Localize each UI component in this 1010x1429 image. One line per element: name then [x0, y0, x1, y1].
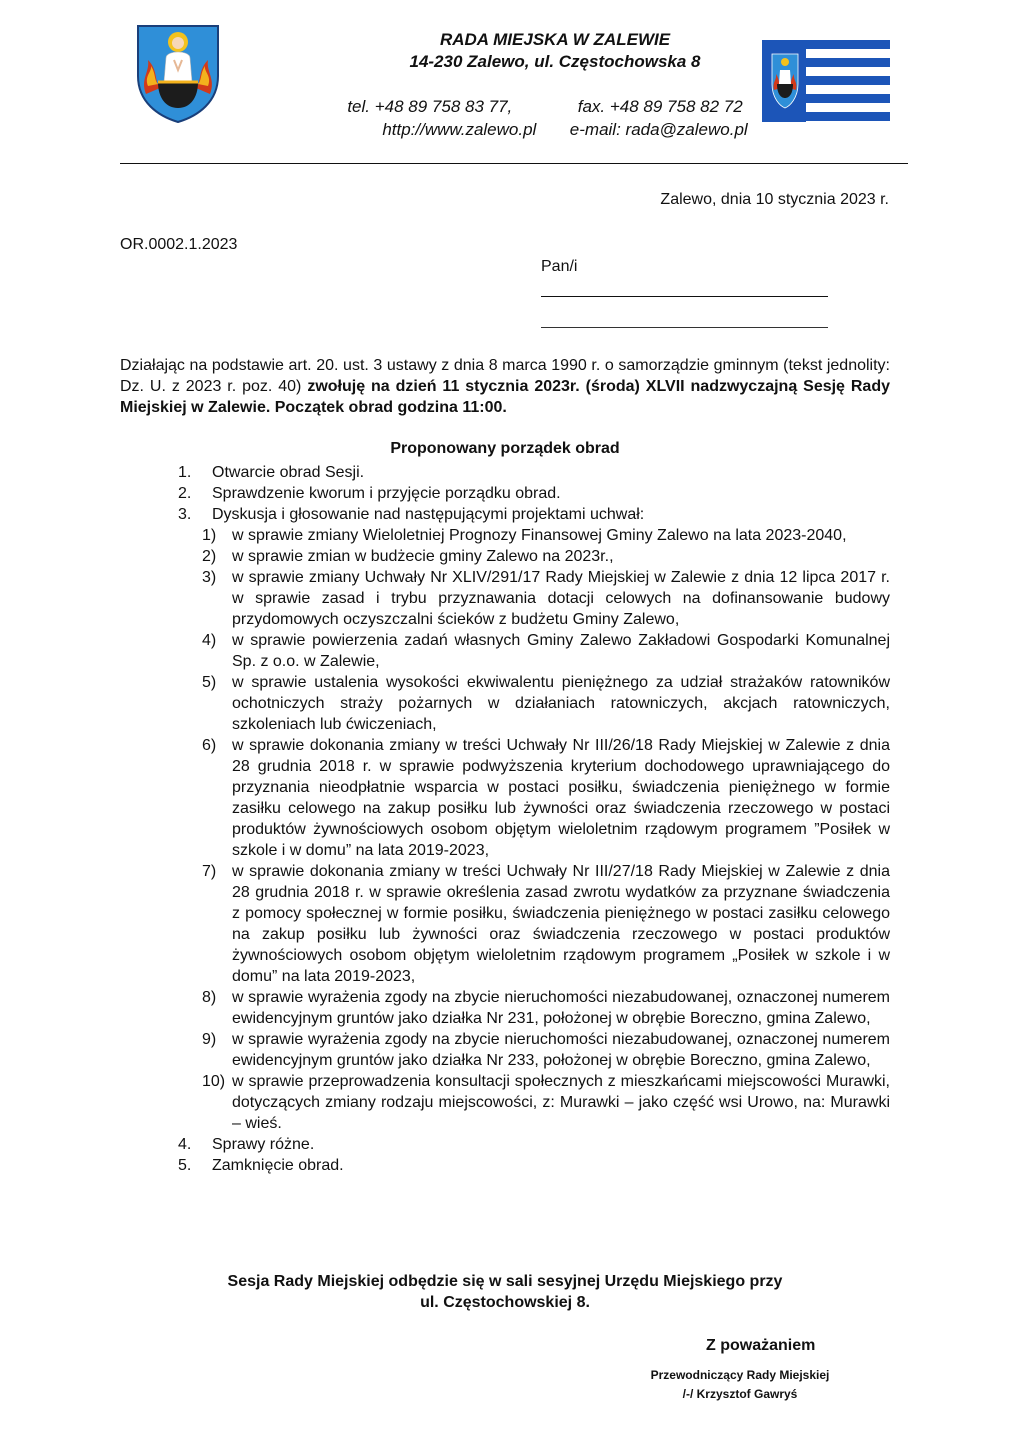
resolution-number: 5) — [202, 674, 217, 691]
resolution-item — [202, 630, 890, 672]
website-link[interactable]: http://www.zalewo.pl — [382, 120, 537, 139]
session-location-line: Sesja Rady Miejskiej odbędzie się w sali sesyjnej Urzędu Miejskiego przy — [227, 1273, 783, 1290]
agenda-item-text: Sprawy różne. — [212, 1136, 315, 1153]
agenda-item — [178, 483, 890, 504]
recipient-label: Pan/i — [541, 258, 578, 275]
agenda-item-number: 1. — [178, 464, 192, 481]
resolution-item — [202, 567, 890, 630]
resolution-item — [202, 672, 890, 735]
session-location-line: ul. Częstochowskiej 8. — [420, 1294, 590, 1311]
chairman-name: /-/ Krzysztof Gawryś — [682, 1387, 798, 1401]
phone-number: tel. +48 89 758 83 77, — [347, 97, 513, 116]
agenda-item — [178, 504, 890, 525]
resolution-text: w sprawie powierzenia zadań własnych Gminy Zalewo Zakładowi Gospodarki Komunalnej Sp. z o.o. w Zalewie, — [232, 632, 890, 670]
resolution-text: w sprawie dokonania zmiany w treści Uchwały Nr III/27/18 Rady Miejskiej w Zalewie z dnia 28 grudnia 2018 r. w sprawie określenia zasad zwrotu wydatków za przyznane świadczenia z pomocy społecznej w formie posiłku, świadczenia pieniężnego w postaci zasiłku celowego na zakup posiłku lub żywności oraz świadczenia rzeczowego w postaci produktów żywnościowych osobom objętym wieloletnim rządowym programem „Posiłek w szkole i w domu” na lata 2019-2023, — [232, 863, 890, 985]
resolution-text: w sprawie dokonania zmiany w treści Uchwały Nr III/26/18 Rady Miejskiej w Zalewie z dnia 28 grudnia 2018 r. w sprawie podwyższenia kryterium dochodowego uprawniającego do przyznania nieodpłatnie wsparcia w postaci posiłku, świadczenia pieniężnego w formie zasiłku celowego na zakup posiłku lub żywności oraz świadczenia rzeczowego w postaci produktów żywnościowych osobom objętym wieloletnim rządowym programem ”Posiłek w szkole i w domu” na lata 2019-2023, — [232, 737, 890, 859]
resolution-number: 10) — [202, 1073, 226, 1090]
agenda-title: Proponowany porządek obrad — [390, 440, 620, 457]
resolution-number: 1) — [202, 527, 217, 544]
chairman-title: Przewodniczący Rady Miejskiej — [650, 1368, 830, 1382]
email-link[interactable]: e-mail: rada@zalewo.pl — [569, 120, 748, 139]
agenda-item — [178, 1155, 890, 1176]
agenda-item-number: 5. — [178, 1157, 192, 1174]
agenda-item-number: 2. — [178, 485, 192, 502]
resolution-number: 6) — [202, 737, 217, 754]
council-name: RADA MIEJSKA W ZALEWIE — [439, 30, 671, 49]
agenda-item — [178, 1134, 890, 1155]
resolution-item — [202, 1029, 890, 1071]
resolution-number: 9) — [202, 1031, 217, 1048]
agenda-item-number: 4. — [178, 1136, 192, 1153]
intro-paragraph — [120, 355, 890, 418]
session-location — [0, 1271, 1010, 1313]
town-flag-icon — [762, 40, 890, 122]
resolution-item — [202, 546, 890, 567]
fax-number: fax. +48 89 758 82 72 — [577, 97, 743, 116]
recipient-line — [541, 327, 828, 328]
resolution-number: 2) — [202, 548, 217, 565]
council-address: 14-230 Zalewo, ul. Częstochowska 8 — [409, 52, 701, 71]
recipient-line — [541, 296, 828, 297]
resolution-text: w sprawie ustalenia wysokości ekwiwalentu pieniężnego za udział strażaków ratowników ochotniczych straży pożarnych w działaniach ratowniczych, akcjach ratowniczych, szkoleniach lub ćwiczeniach, — [232, 674, 890, 733]
resolution-number: 7) — [202, 863, 217, 880]
resolution-list — [202, 525, 890, 1134]
agenda-item-text: Sprawdzenie kworum i przyjęcie porządku obrad. — [212, 485, 561, 502]
resolution-text: w sprawie zmiany Uchwały Nr XLIV/291/17 Rady Miejskiej w Zalewie z dnia 12 lipca 2017 r. w sprawie zasad i trybu przyznawania dotacji celowych na dofinansowanie budowy przydomowych oczyszczalni ścieków z budżetu Gminy Zalewo, — [232, 569, 890, 628]
intro-convocation: zwołuję na dzień 11 stycznia 2023r. (środa) XLVII nadzwyczajną Sesję Rady Miejskiej w Zalewie. Początek obrad godzina 11:00. — [120, 378, 891, 416]
resolution-text: w sprawie przeprowadzenia konsultacji społecznych z mieszkańcami miejscowości Murawki, dotyczących zmiany rodzaju miejscowości, z: Murawki – jako część wsi Urowo, na: Murawki – wieś. — [232, 1073, 890, 1132]
document-signature: OR.0002.1.2023 — [120, 236, 238, 253]
resolution-text: w sprawie wyrażenia zgody na zbycie nieruchomości niezabudowanej, oznaczonej numerem ewidencyjnym gruntów jako działka Nr 233, położonej w obrębie Boreczno, gmina Zalewo, — [232, 1031, 890, 1069]
agenda-list — [178, 462, 890, 1176]
resolution-text: w sprawie zmiany Wieloletniej Prognozy Finansowej Gminy Zalewo na lata 2023-2040, — [232, 527, 847, 544]
resolution-number: 4) — [202, 632, 217, 649]
document-date: Zalewo, dnia 10 stycznia 2023 r. — [660, 191, 889, 208]
agenda-item — [178, 462, 890, 483]
resolution-item — [202, 861, 890, 987]
resolution-item — [202, 525, 890, 546]
resolution-number: 3) — [202, 569, 217, 586]
agenda-item-text: Dyskusja i głosowanie nad następującymi projektami uchwał: — [212, 506, 645, 523]
resolution-item — [202, 735, 890, 861]
resolution-item — [202, 987, 890, 1029]
resolution-item — [202, 1071, 890, 1134]
resolution-text: w sprawie zmian w budżecie gminy Zalewo na 2023r., — [232, 548, 614, 565]
agenda-item-text: Zamknięcie obrad. — [212, 1157, 344, 1174]
resolution-number: 8) — [202, 989, 217, 1006]
contact-web-row — [60, 119, 1010, 141]
agenda-item-text: Otwarcie obrad Sesji. — [212, 464, 365, 481]
agenda-item-number: 3. — [178, 506, 192, 523]
header-divider — [120, 163, 908, 164]
resolution-text: w sprawie wyrażenia zgody na zbycie nieruchomości niezabudowanej, oznaczonej numerem ewidencyjnym gruntów jako działka Nr 231, położonej w obrębie Boreczno, gmina Zalewo, — [232, 989, 890, 1027]
intro-legal-basis: Działając na podstawie art. 20. ust. 3 ustawy z dnia 8 marca 1990 r. o samorządzie gminnym (tekst jednolity: Dz. U. z 2023 r. poz. 40) — [120, 357, 890, 395]
closing-regards: Z poważaniem — [706, 1337, 816, 1354]
